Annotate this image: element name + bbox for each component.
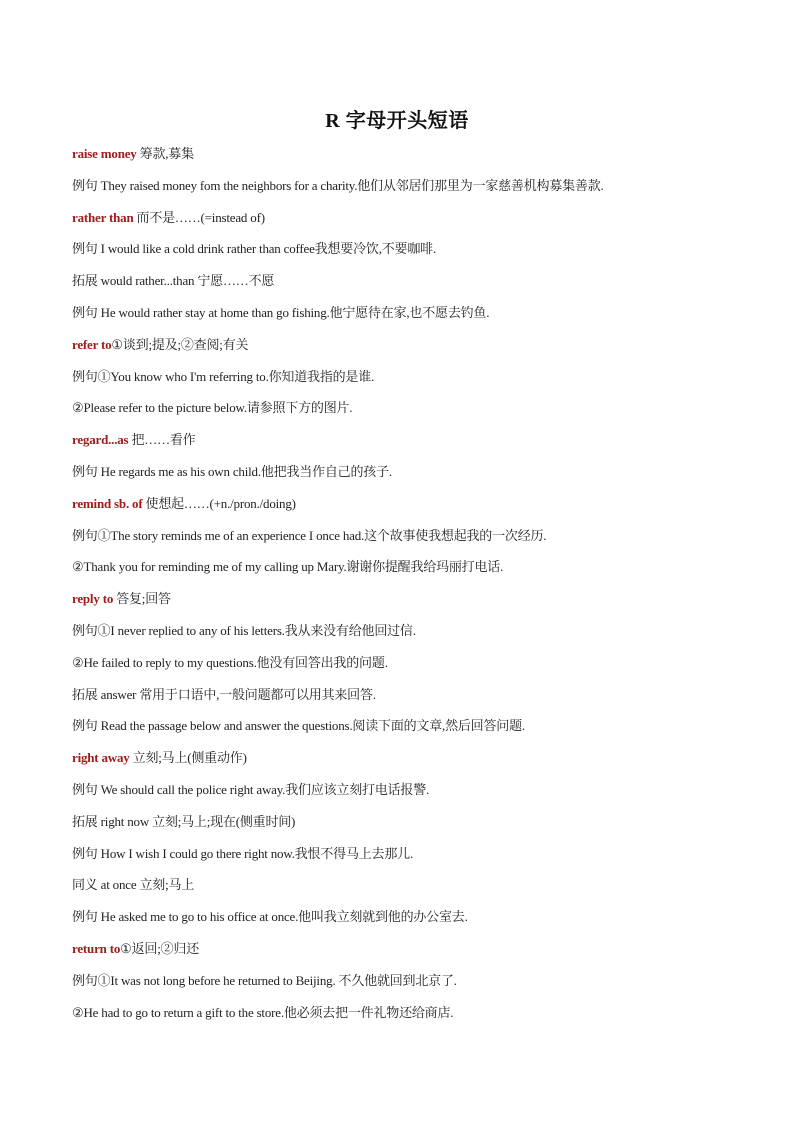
phrase-heading xyxy=(72,430,732,462)
content-line xyxy=(72,239,732,271)
line-text: 例句 We should call the police right away.我们应该立刻打电话报警. xyxy=(72,781,430,797)
content-line xyxy=(72,398,732,430)
line-text: 例句 He asked me to go to his office at once.他叫我立刻就到他的办公室去. xyxy=(72,909,468,925)
line-text: 同义 at once 立刻;马上 xyxy=(72,877,195,893)
phrase-heading xyxy=(72,748,732,780)
phrase-heading xyxy=(72,335,732,367)
content-line xyxy=(72,907,732,939)
line-text: 例句①I never replied to any of his letters.我从来没有给他回过信. xyxy=(72,622,416,638)
page-title: R 字母开头短语 xyxy=(325,110,469,132)
phrase-meaning: ①谈到;提及;②查阅;有关 xyxy=(111,336,249,352)
phrase-term: remind sb. of xyxy=(72,495,143,511)
phrase-meaning: 使想起……(+n./pron./doing) xyxy=(142,495,296,511)
content-line xyxy=(72,176,732,208)
line-text: 例句 They raised money fom the neighbors for a charity.他们从邻居们那里为一家慈善机构募集善款. xyxy=(72,177,604,193)
line-text: 例句 Read the passage below and answer the questions.阅读下面的文章,然后回答问题. xyxy=(72,718,525,734)
phrase-meaning: ①返回;②归还 xyxy=(120,940,200,956)
line-text: 例句①It was not long before he returned to Beijing. 不久他就回到北京了. xyxy=(72,972,457,988)
content-line xyxy=(72,462,732,494)
phrase-heading xyxy=(72,939,732,971)
line-text: ②He failed to reply to my questions.他没有回答出我的问题. xyxy=(72,654,388,670)
content-line xyxy=(72,685,732,717)
content-line xyxy=(72,875,732,907)
phrase-term: reply to xyxy=(72,591,114,607)
phrase-heading xyxy=(72,494,732,526)
line-text: 拓展 would rather...than 宁愿……不愿 xyxy=(72,273,275,289)
line-text: 例句 He regards me as his own child.他把我当作自己的孩子. xyxy=(72,463,392,479)
content-line xyxy=(72,303,732,335)
phrase-meaning: 而不是……(=instead of) xyxy=(133,209,265,225)
phrase-meaning: 把……看作 xyxy=(128,432,196,448)
content-line xyxy=(72,1003,732,1035)
content-line xyxy=(72,812,732,844)
phrase-meaning: 筹款,募集 xyxy=(136,146,194,161)
phrase-heading xyxy=(72,144,732,176)
content-line xyxy=(72,271,732,303)
phrase-meaning: 答复;回答 xyxy=(113,591,171,607)
phrase-term: regard...as xyxy=(72,432,129,448)
line-text: 例句 How I wish I could go there right now.我恨不得马上去那儿. xyxy=(72,845,414,861)
line-text: ②Please refer to the picture below.请参照下方的图片. xyxy=(72,400,353,416)
content-line xyxy=(72,780,732,812)
line-text: ②Thank you for reminding me of my calling up Mary.谢谢你提醒我给玛丽打电话. xyxy=(72,559,504,575)
content-line xyxy=(72,653,732,685)
line-text: 例句 I would like a cold drink rather than coffee我想要冷饮,不要咖啡. xyxy=(72,241,436,257)
line-text: 例句①The story reminds me of an experience I once had.这个故事使我想起我的一次经历. xyxy=(72,527,547,543)
content-line xyxy=(72,844,732,876)
phrase-heading xyxy=(72,589,732,621)
line-text: 例句 He would rather stay at home than go fishing.他宁愿待在家,也不愿去钓鱼. xyxy=(72,304,490,320)
phrase-term: return to xyxy=(72,940,121,956)
phrase-list xyxy=(72,144,732,1034)
line-text: 拓展 right now 立刻;马上;现在(侧重时间) xyxy=(72,813,296,829)
line-text: 拓展 answer 常用于口语中,一般问题都可以用其来回答. xyxy=(72,686,376,702)
phrase-term: raise money xyxy=(72,146,137,161)
content-line xyxy=(72,367,732,399)
content-line xyxy=(72,557,732,589)
line-text: 例句①You know who I'm referring to.你知道我指的是谁. xyxy=(72,368,375,384)
phrase-meaning: 立刻;马上(侧重动作) xyxy=(129,750,247,766)
phrase-term: right away xyxy=(72,750,130,766)
phrase-term: refer to xyxy=(72,336,112,352)
content-line xyxy=(72,621,732,653)
line-text: ②He had to go to return a gift to the store.他必须去把一件礼物还给商店. xyxy=(72,1004,454,1020)
content-line xyxy=(72,526,732,558)
content-line xyxy=(72,971,732,1003)
content-line xyxy=(72,716,732,748)
phrase-heading xyxy=(72,208,732,240)
phrase-term: rather than xyxy=(72,209,134,225)
